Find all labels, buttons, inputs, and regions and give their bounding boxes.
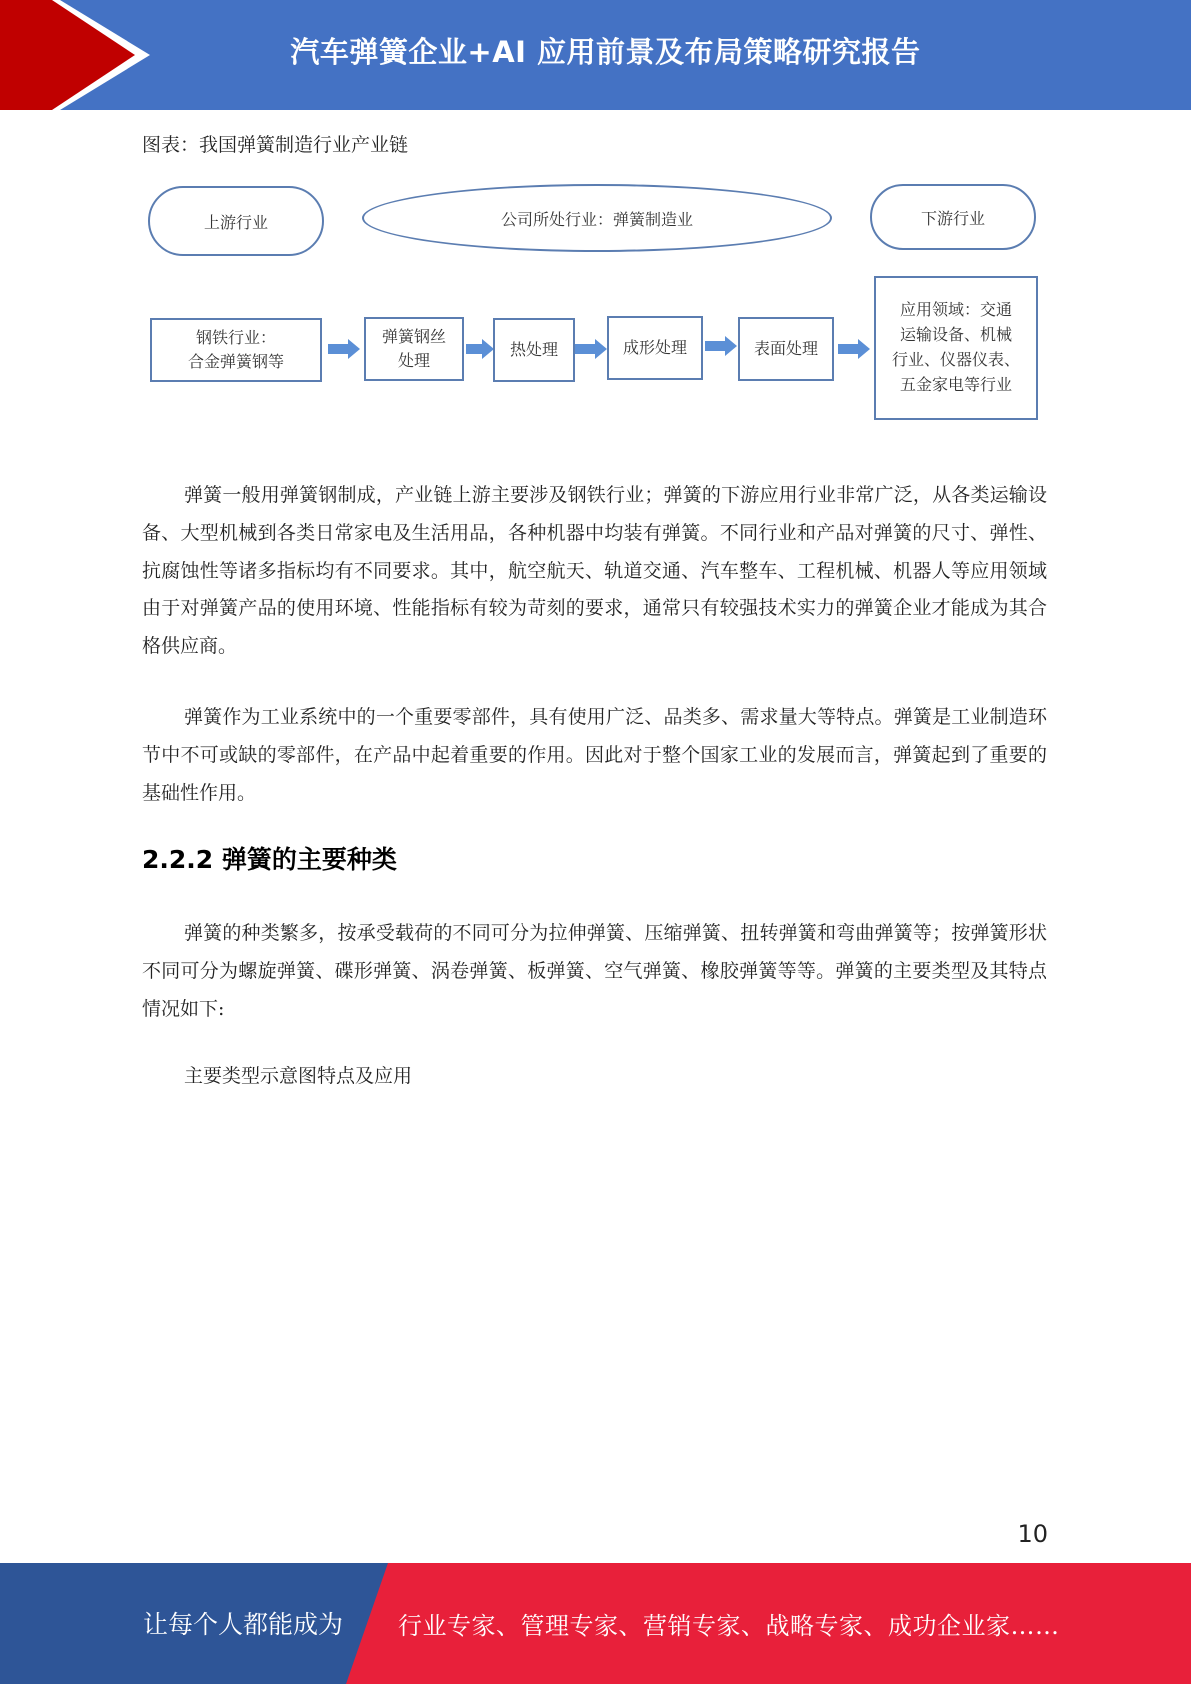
company-industry-label: 公司所处行业：弹簧制造业 (500, 209, 693, 229)
application-line2: 运输设备、机械 (899, 325, 1012, 345)
paragraph-2: 弹簧作为工业系统中的一个重要零部件，具有使用广泛、品类多、需求量大等特点。弹簧是工业制造环节中不可或缺的零部件，在产品中起着重要的作用。因此对于整个国家工业的发展而言，弹簧起到了重要的基础性作用。 (142, 706, 1047, 804)
step-steel-industry (150, 318, 322, 382)
downstream-label: 下游行业 (920, 208, 985, 228)
step-forming-label: 成形处理 (622, 338, 687, 357)
paragraph-1: 弹簧一般用弹簧钢制成，产业链上游主要涉及钢铁行业；弹簧的下游应用行业非常广泛，从各类运输设备、大型机械到各类日常家电及生活用品，各种机器中均装有弹簧。不同行业和产品对弹簧的尺寸、弹性、抗腐蚀性等诸多指标均有不同要求。其中，航空航天、轨道交通、汽车整车、工程机械、机器人等应用领域由于对弹簧产品的使用环境、性能指标有较为苛刻的要求，通常只有较强技术实力的弹簧企业才能成为其合格供应商。 (142, 484, 1047, 658)
page-number: 10 (1017, 1520, 1048, 1548)
step-steel-line1: 钢铁行业： (195, 328, 276, 347)
step-surface-label: 表面处理 (753, 339, 818, 358)
arrow-right-icon (705, 336, 737, 356)
paragraph-4: 主要类型示意图特点及应用 (184, 1065, 413, 1087)
downstream-oval (870, 184, 1036, 250)
figure-caption: 图表：我国弹簧制造行业产业链 (142, 134, 409, 156)
page-header (0, 0, 1191, 110)
step-heat-treatment (493, 318, 575, 382)
step-spring-wire (364, 317, 464, 381)
upstream-label: 上游行业 (203, 212, 268, 232)
application-line3: 行业、仪器仪表、 (891, 350, 1020, 369)
step-wire-line2: 处理 (397, 351, 430, 370)
section-heading: 2.2.2 弹簧的主要种类 (142, 845, 397, 874)
step-heat-label: 热处理 (509, 340, 558, 359)
paragraph-3: 弹簧的种类繁多，按承受载荷的不同可分为拉伸弹簧、压缩弹簧、扭转弹簧和弯曲弹簧等；按弹簧形状不同可分为螺旋弹簧、碟形弹簧、涡卷弹簧、板弹簧、空气弹簧、橡胶弹簧等等。弹簧的主要类型及其特点情况如下: (142, 922, 1047, 1020)
step-wire-line1: 弹簧钢丝 (381, 327, 446, 346)
report-title: 汽车弹簧企业+AI 应用前景及布局策略研究报告 (290, 35, 921, 69)
footer-slogan-left: 让每个人都能成为 (143, 1610, 344, 1639)
upstream-oval (148, 186, 324, 256)
arrow-right-icon (838, 339, 870, 359)
step-steel-line2: 合金弹簧钢等 (187, 352, 284, 371)
application-fields-box (874, 276, 1038, 420)
industry-chain-diagram (140, 176, 1040, 436)
application-line1: 应用领域：交通 (899, 300, 1012, 320)
step-surface-treatment (738, 317, 834, 381)
page-footer (0, 1563, 1191, 1684)
application-line4: 五金家电等行业 (899, 374, 1012, 394)
arrow-right-icon (466, 339, 494, 359)
company-industry-oval (362, 184, 832, 252)
footer-slogan-right: 行业专家、管理专家、营销专家、战略专家、成功企业家…… (398, 1612, 1060, 1640)
step-forming (607, 316, 703, 380)
arrow-right-icon (328, 339, 360, 359)
arrow-right-icon (575, 339, 607, 359)
